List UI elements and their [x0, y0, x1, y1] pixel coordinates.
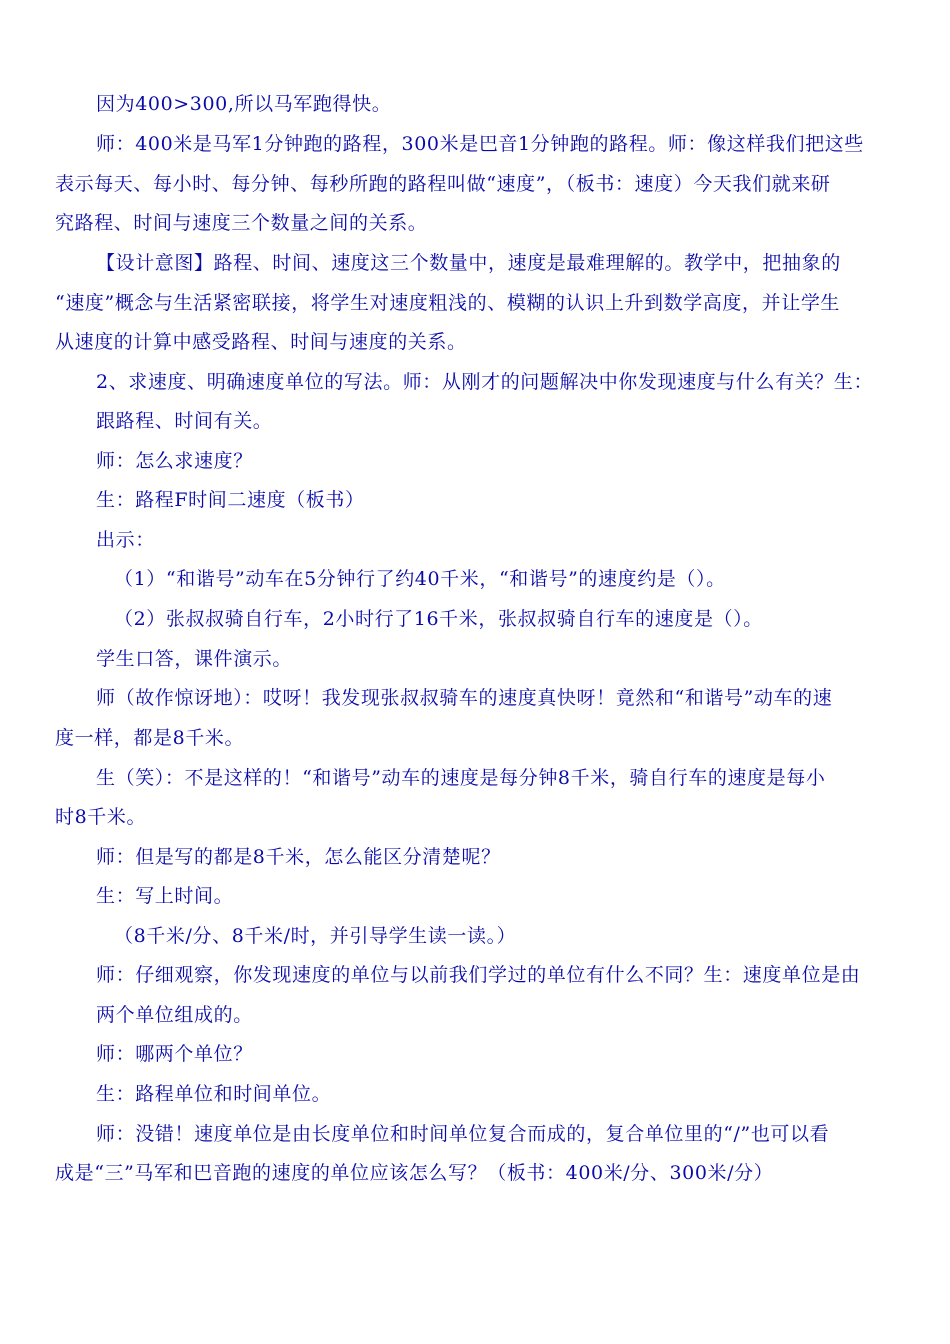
- text-line: 度一样，都是8千米。: [55, 727, 245, 749]
- text-line: 因为400>300,所以马军跑得快。: [96, 93, 392, 115]
- text-line: （8千米/分、8千米/时，并引导学生读一读。）: [114, 925, 517, 947]
- text-line: 生：路程F时间二速度（板书）: [96, 489, 365, 511]
- text-line: 【设计意图】路程、时间、速度这三个数量中，速度是最难理解的。教学中，把抽象的: [96, 252, 841, 274]
- text-line: 从速度的计算中感受路程、时间与速度的关系。: [55, 331, 467, 353]
- text-line: 成是“三”马军和巴音跑的速度的单位应该怎么写？（板书：400米/分、300米/分）: [55, 1162, 774, 1184]
- text-line: 师：但是写的都是8千米，怎么能区分清楚呢？: [96, 846, 501, 868]
- text-line: 跟路程、时间有关。: [96, 410, 273, 432]
- text-line: 师：哪两个单位？: [96, 1043, 253, 1065]
- text-line: 生（笑）：不是这样的！“和谐号”动车的速度是每分钟8千米，骑自行车的速度是每小: [96, 767, 826, 789]
- text-line: 学生口答，课件演示。: [96, 648, 293, 670]
- text-line: 师：仔细观察，你发现速度的单位与以前我们学过的单位有什么不同？生：速度单位是由: [96, 964, 861, 986]
- text-line: 2、求速度、明确速度单位的写法。师：从刚才的问题解决中你发现速度与什么有关？生：: [96, 371, 874, 393]
- text-line: 生：路程单位和时间单位。: [96, 1083, 332, 1105]
- text-line: “速度”概念与生活紧密联接，将学生对速度粗浅的、模糊的认识上升到数学高度，并让学生: [55, 292, 841, 314]
- text-line: 时8千米。: [55, 806, 147, 828]
- text-line: （1）“和谐号”动车在5分钟行了约40千米，“和谐号”的速度约是（）。: [114, 568, 726, 590]
- text-line: 出示：: [96, 529, 155, 551]
- text-line: 究路程、时间与速度三个数量之间的关系。: [55, 212, 428, 234]
- text-line: 师：没错！速度单位是由长度单位和时间单位复合而成的，复合单位里的“/”也可以看: [96, 1123, 830, 1145]
- text-line: 师（故作惊讶地）：哎呀！我发现张叔叔骑车的速度真快呀！竟然和“和谐号”动车的速: [96, 687, 833, 709]
- text-line: 表示每天、每小时、每分钟、每秒所跑的路程叫做“速度”，（板书：速度）今天我们就来研: [55, 173, 831, 195]
- text-line: 两个单位组成的。: [96, 1004, 253, 1026]
- text-line: 师：怎么求速度？: [96, 450, 253, 472]
- text-line: 生：写上时间。: [96, 885, 234, 907]
- text-line: （2）张叔叔骑自行车，2小时行了16千米，张叔叔骑自行车的速度是（）。: [114, 608, 763, 630]
- text-line: 师：400米是马军1分钟跑的路程，300米是巴音1分钟跑的路程。师：像这样我们把这些: [96, 133, 864, 155]
